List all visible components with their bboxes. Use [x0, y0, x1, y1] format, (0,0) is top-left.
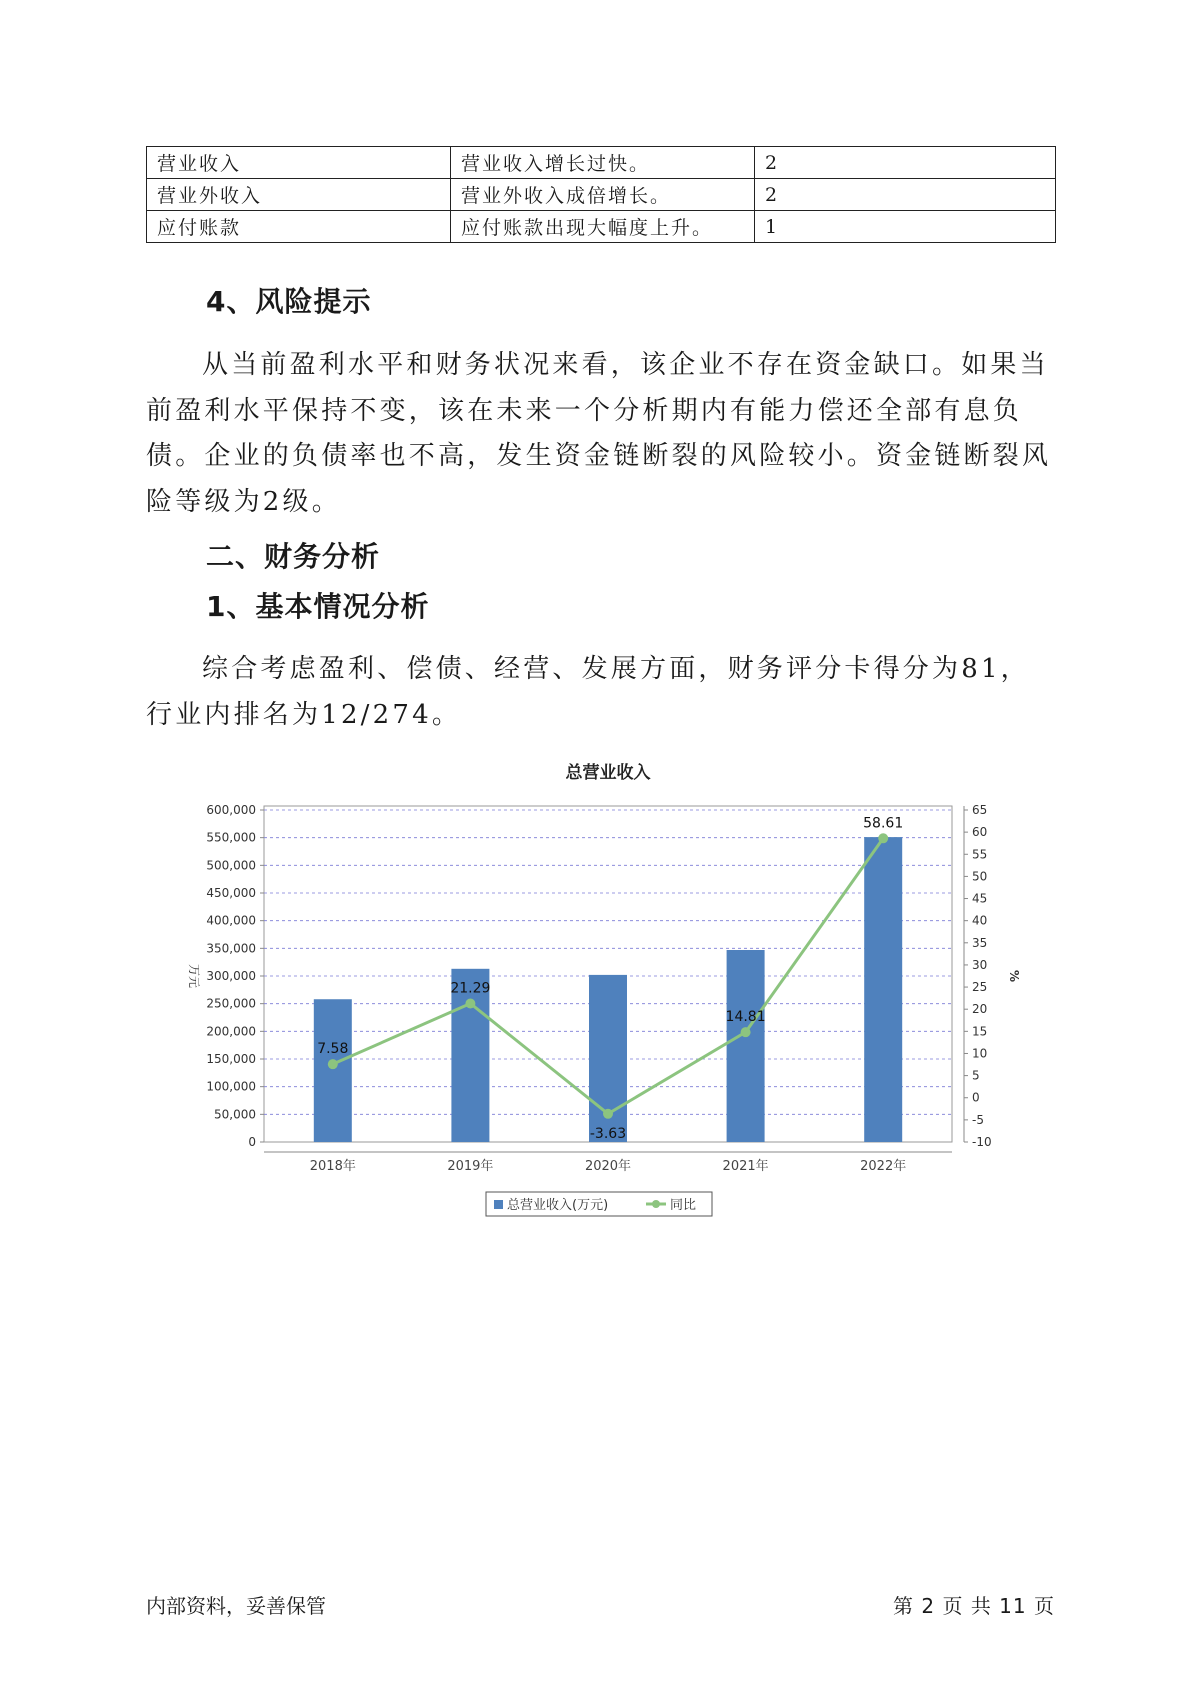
y2-tick-label: 30 — [972, 957, 988, 972]
legend-swatch-point — [652, 1200, 660, 1208]
y2-tick-label: 5 — [972, 1068, 980, 1083]
bar — [864, 837, 902, 1142]
footer-confidential-note: 内部资料，妥善保管 — [146, 1594, 326, 1618]
y2-tick-label: 60 — [972, 825, 988, 840]
y-tick-label: 100,000 — [206, 1079, 256, 1094]
y2-tick-label: -5 — [972, 1112, 984, 1127]
data-label: -3.63 — [589, 1125, 627, 1142]
y-tick-label: 50,000 — [214, 1107, 256, 1122]
y2-tick-label: 0 — [972, 1090, 980, 1105]
table-row — [147, 211, 1056, 243]
y2-tick-label: 35 — [972, 935, 988, 950]
y2-tick-label: 25 — [972, 980, 988, 995]
y-tick-label: 600,000 — [206, 803, 256, 817]
y-tick-label: 150,000 — [206, 1052, 256, 1066]
y-tick-label: 550,000 — [206, 830, 256, 845]
y2-tick-label: 55 — [972, 847, 988, 862]
data-label: 7.58 — [317, 1041, 349, 1058]
x-tick-label: 2019年 — [447, 1159, 494, 1174]
section-heading-risk: 4、风险提示 — [206, 285, 372, 318]
y-tick-label: 450,000 — [206, 886, 256, 900]
data-label: 14.81 — [725, 1009, 766, 1026]
y2-tick-label: 45 — [972, 891, 988, 906]
y2-axis-title: % — [1007, 969, 1021, 983]
line-point — [878, 833, 888, 843]
table-cell-level: 1 — [755, 211, 1056, 243]
legend-swatch-bar — [494, 1200, 503, 1209]
y2-tick-label: 40 — [972, 913, 988, 928]
bar — [314, 999, 352, 1142]
table-row — [147, 179, 1056, 211]
data-label: 58.61 — [863, 815, 904, 832]
risk-table — [146, 146, 1056, 243]
table-row — [147, 147, 1056, 179]
y2-tick-label: -10 — [972, 1135, 992, 1149]
bar — [727, 950, 765, 1142]
y2-tick-label: 65 — [972, 803, 988, 817]
table-cell-description: 营业外收入成倍增长。 — [451, 179, 755, 211]
chart-title: 总营业收入 — [565, 763, 651, 783]
y2-tick-label: 10 — [972, 1046, 988, 1061]
table-cell-description: 营业收入增长过快。 — [451, 147, 755, 179]
y-tick-label: 400,000 — [206, 913, 256, 928]
legend-label-yoy: 同比 — [670, 1198, 697, 1213]
y-tick-label: 0 — [248, 1135, 256, 1149]
table-cell-description: 应付账款出现大幅度上升。 — [451, 211, 755, 243]
table-cell-item: 应付账款 — [147, 211, 451, 243]
section-heading-basic-analysis: 1、基本情况分析 — [206, 590, 430, 623]
line-point — [741, 1027, 751, 1037]
y2-tick-label: 20 — [972, 1002, 988, 1017]
line-point — [465, 998, 475, 1008]
table-cell-item: 营业收入 — [147, 147, 451, 179]
line-point — [603, 1109, 613, 1119]
basic-analysis-paragraph: 综合考虑盈利、偿债、经营、发展方面，财务评分卡得分为81，行业内排名为12/274。 — [146, 654, 1030, 730]
x-tick-label: 2022年 — [860, 1159, 907, 1174]
x-tick-label: 2018年 — [309, 1159, 356, 1174]
y-axis-title: 万元 — [187, 963, 201, 989]
part-heading-financial-analysis: 二、财务分析 — [206, 540, 381, 573]
data-label: 21.29 — [450, 980, 491, 997]
x-tick-label: 2021年 — [722, 1159, 769, 1174]
table-cell-item: 营业外收入 — [147, 179, 451, 211]
risk-paragraph: 从当前盈利水平和财务状况来看，该企业不存在资金缺口。如果当前盈利水平保持不变，该在未来一个分析期内有能力偿还全部有息负债。企业的负债率也不高，发生资金链断裂的风险较小。资金链断裂风险等级为2级。 — [146, 350, 1052, 517]
y2-tick-label: 50 — [972, 869, 988, 884]
y-tick-label: 350,000 — [206, 941, 256, 956]
y2-tick-label: 15 — [972, 1024, 988, 1039]
revenue-chart — [170, 755, 1030, 1225]
page-number: 第 2 页 共 11 页 — [893, 1594, 1055, 1618]
y-tick-label: 250,000 — [206, 996, 256, 1011]
table-cell-level: 2 — [755, 179, 1056, 211]
x-tick-label: 2020年 — [584, 1159, 632, 1174]
legend-label-revenue: 总营业收入(万元) — [507, 1198, 609, 1213]
table-cell-level: 2 — [755, 147, 1056, 179]
y-tick-label: 300,000 — [206, 969, 256, 983]
y-tick-label: 200,000 — [206, 1024, 256, 1039]
y-tick-label: 500,000 — [206, 858, 256, 873]
line-point — [328, 1059, 338, 1069]
